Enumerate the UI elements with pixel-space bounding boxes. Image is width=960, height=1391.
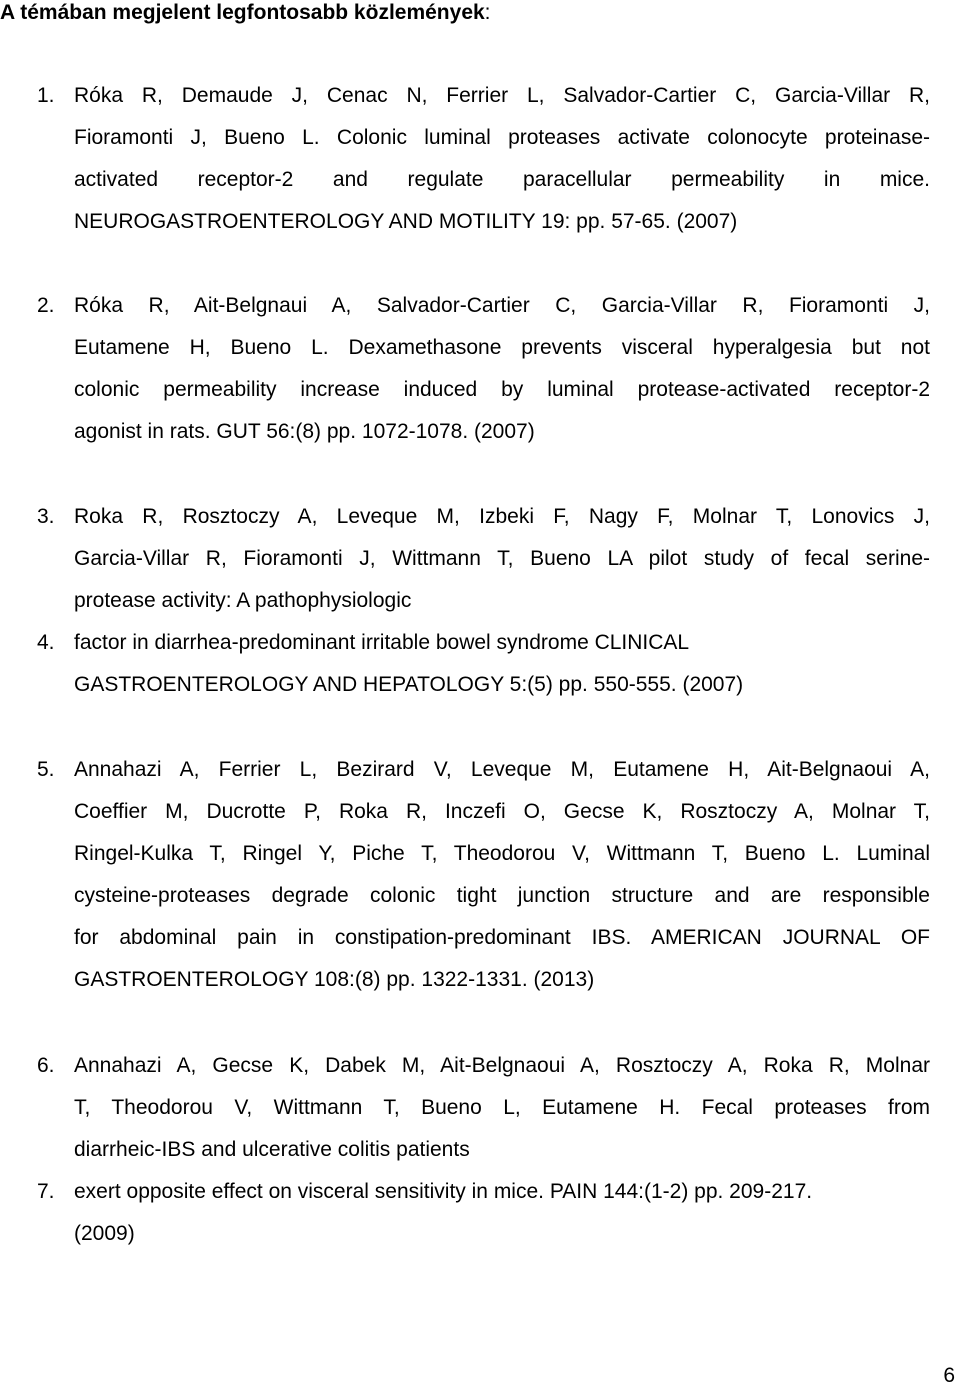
reference-line: colonic permeability increase induced by luminal protease-activated receptor-2 xyxy=(74,378,930,401)
reference-line: NEUROGASTROENTEROLOGY AND MOTILITY 19: pp. 57-65. (2007) xyxy=(74,210,738,233)
reference-number: 2. xyxy=(37,294,55,317)
reference-line: agonist in rats. GUT 56:(8) pp. 1072-1078. (2007) xyxy=(74,420,535,443)
reference-line: for abdominal pain in constipation-predominant IBS. AMERICAN JOURNAL OF xyxy=(74,926,930,949)
reference-line: Róka R, Demaude J, Cenac N, Ferrier L, Salvador-Cartier C, Garcia-Villar R, xyxy=(74,84,930,107)
reference-line: cysteine-proteases degrade colonic tight junction structure and are responsible xyxy=(74,884,930,907)
reference-line: diarrheic-IBS and ulcerative colitis patients xyxy=(74,1138,470,1161)
reference-line: Garcia-Villar R, Fioramonti J, Wittmann T, Bueno LA pilot study of fecal serine- xyxy=(74,547,930,570)
reference-line: Annahazi A, Gecse K, Dabek M, Ait-Belgnaoui A, Rosztoczy A, Roka R, Molnar xyxy=(74,1054,930,1077)
reference-line: exert opposite effect on visceral sensitivity in mice. PAIN 144:(1-2) pp. 209-217. xyxy=(74,1180,813,1203)
reference-number: 1. xyxy=(37,84,55,107)
reference-line: Roka R, Rosztoczy A, Leveque M, Izbeki F, Nagy F, Molnar T, Lonovics J, xyxy=(74,505,930,528)
reference-number: 5. xyxy=(37,758,55,781)
section-heading-title: A témában megjelent legfontosabb közlemények xyxy=(0,1,485,24)
reference-number: 3. xyxy=(37,505,55,528)
reference-line: Róka R, Ait-Belgnaui A, Salvador-Cartier C, Garcia-Villar R, Fioramonti J, xyxy=(74,294,930,317)
reference-line: Ringel-Kulka T, Ringel Y, Piche T, Theodorou V, Wittmann T, Bueno L. Luminal xyxy=(74,842,930,865)
reference-line: Annahazi A, Ferrier L, Bezirard V, Leveque M, Eutamene H, Ait-Belgnaoui A, xyxy=(74,758,930,781)
reference-number: 4. xyxy=(37,631,55,654)
section-heading xyxy=(0,0,491,26)
reference-line: activated receptor-2 and regulate paracellular permeability in mice. xyxy=(74,168,930,191)
reference-line: (2009) xyxy=(74,1222,135,1245)
reference-number: 6. xyxy=(37,1054,55,1077)
section-heading-colon: : xyxy=(484,1,491,24)
reference-line: factor in diarrhea-predominant irritable bowel syndrome CLINICAL xyxy=(74,631,690,654)
reference-line: GASTROENTEROLOGY AND HEPATOLOGY 5:(5) pp. 550-555. (2007) xyxy=(74,673,744,696)
page-number: 6 xyxy=(943,1364,955,1387)
reference-line: protease activity: A pathophysiologic xyxy=(74,589,412,612)
reference-line: T, Theodorou V, Wittmann T, Bueno L, Eutamene H. Fecal proteases from xyxy=(74,1096,930,1119)
reference-number: 7. xyxy=(37,1180,55,1203)
reference-line: GASTROENTEROLOGY 108:(8) pp. 1322-1331. (2013) xyxy=(74,968,595,991)
reference-line: Fioramonti J, Bueno L. Colonic luminal proteases activate colonocyte proteinase- xyxy=(74,126,930,149)
reference-line: Coeffier M, Ducrotte P, Roka R, Inczefi O, Gecse K, Rosztoczy A, Molnar T, xyxy=(74,800,930,823)
reference-line: Eutamene H, Bueno L. Dexamethasone prevents visceral hyperalgesia but not xyxy=(74,336,930,359)
